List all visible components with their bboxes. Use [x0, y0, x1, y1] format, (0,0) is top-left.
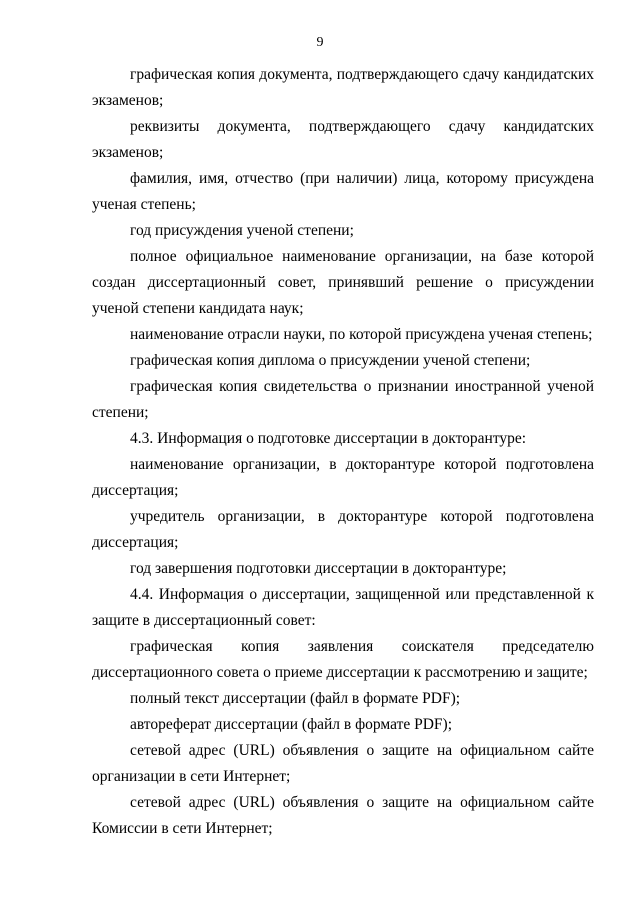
- document-body: [92, 62, 594, 842]
- paragraph: реквизиты документа, подтверждающего сдачу кандидатских экзаменов;: [92, 118, 594, 161]
- paragraph: сетевой адрес (URL) объявления о защите на официальном сайте организации в сети Интернет;: [92, 742, 594, 785]
- section-heading-4-3: 4.3. Информация о подготовке диссертации в докторантуре:: [130, 430, 527, 447]
- section-heading-4-4: 4.4. Информация о диссертации, защищенной или представленной к защите в диссертационный совет:: [92, 586, 594, 629]
- paragraph: учредитель организации, в докторантуре которой подготовлена диссертация;: [92, 508, 594, 551]
- paragraph: наименование отрасли науки, по которой присуждена ученая степень;: [130, 326, 593, 343]
- paragraph: год завершения подготовки диссертации в докторантуре;: [130, 560, 507, 577]
- paragraph: графическая копия заявления соискателя председателю диссертационного совета о приеме диссертации к рассмотрению и защите;: [92, 638, 594, 681]
- paragraph: графическая копия свидетельства о признании иностранной ученой степени;: [92, 378, 594, 421]
- paragraph: фамилия, имя, отчество (при наличии) лица, которому присуждена ученая степень;: [92, 170, 594, 213]
- paragraph: год присуждения ученой степени;: [130, 222, 354, 239]
- paragraph: наименование организации, в докторантуре которой подготовлена диссертация;: [92, 456, 594, 499]
- paragraph: полное официальное наименование организации, на базе которой создан диссертационный совет, принявший решение о присуждении ученой степени кандидата наук;: [92, 248, 594, 317]
- paragraph: графическая копия документа, подтверждающего сдачу кандидатских экзаменов;: [92, 66, 594, 109]
- paragraph: графическая копия диплома о присуждении ученой степени;: [130, 352, 531, 369]
- paragraph: полный текст диссертации (файл в формате PDF);: [130, 690, 461, 707]
- paragraph: сетевой адрес (URL) объявления о защите на официальном сайте Комиссии в сети Интернет;: [92, 794, 594, 837]
- page-number: 9: [316, 35, 324, 50]
- paragraph: автореферат диссертации (файл в формате PDF);: [130, 716, 453, 733]
